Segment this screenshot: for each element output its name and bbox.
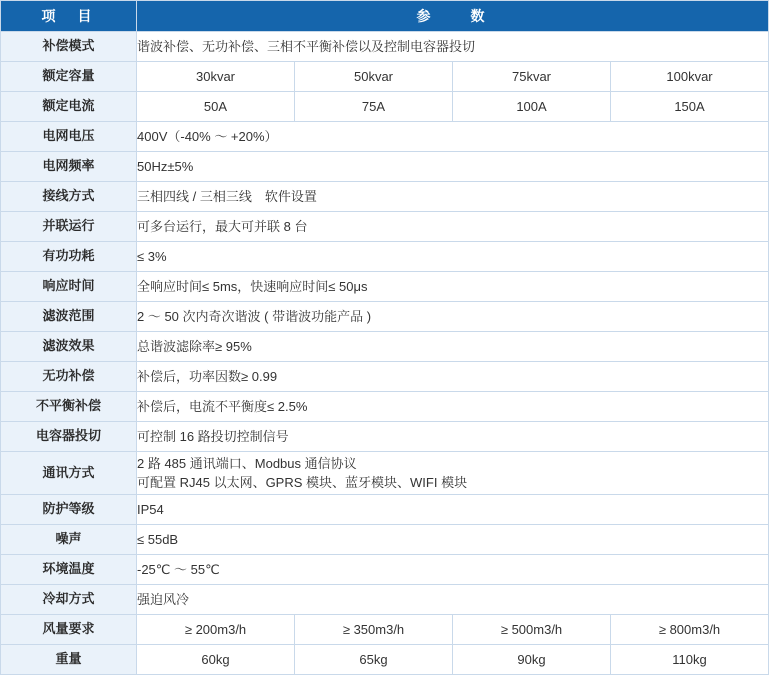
row-value: 50Hz±5% (137, 152, 769, 182)
table-row (1, 332, 769, 362)
row-value: 补偿后，电流不平衡度≤ 2.5% (137, 392, 769, 422)
row-label: 无功补偿 (1, 362, 137, 392)
row-label: 环境温度 (1, 555, 137, 585)
row-value: 谐波补偿、无功补偿、三相不平衡补偿以及控制电容器投切 (137, 32, 769, 62)
row-value-cell: 60kg (137, 645, 295, 675)
table-row (1, 452, 769, 495)
header-cell-item: 项 目 (1, 1, 137, 32)
table-row (1, 495, 769, 525)
row-label: 并联运行 (1, 212, 137, 242)
row-value-cell: 50A (137, 92, 295, 122)
row-value-cell: ≥ 200m3/h (137, 615, 295, 645)
row-label: 不平衡补偿 (1, 392, 137, 422)
row-value-cell: 150A (611, 92, 769, 122)
row-value: ≤ 55dB (137, 525, 769, 555)
row-label: 防护等级 (1, 495, 137, 525)
table-row (1, 555, 769, 585)
row-value: 总谐波滤除率≥ 95% (137, 332, 769, 362)
row-value-cell: 100kvar (611, 62, 769, 92)
table-row (1, 422, 769, 452)
row-value: 强迫风冷 (137, 585, 769, 615)
table-row (1, 362, 769, 392)
row-value-cell: 30kvar (137, 62, 295, 92)
row-value-cell: 75kvar (453, 62, 611, 92)
table-row (1, 32, 769, 62)
table-header (1, 1, 769, 32)
table-row (1, 272, 769, 302)
header-cell-parameter: 参 数 (137, 1, 769, 32)
table-row (1, 645, 769, 675)
row-value-cell: ≥ 350m3/h (295, 615, 453, 645)
row-value: 全响应时间≤ 5ms，快速响应时间≤ 50μs (137, 272, 769, 302)
row-label: 补偿模式 (1, 32, 137, 62)
table-row (1, 525, 769, 555)
row-value-cell: 100A (453, 92, 611, 122)
table-row (1, 585, 769, 615)
row-value: 2 ～ 50 次内奇次谐波 ( 带谐波功能产品 ) (137, 302, 769, 332)
row-label: 电网电压 (1, 122, 137, 152)
row-label: 重量 (1, 645, 137, 675)
row-label: 额定电流 (1, 92, 137, 122)
row-label: 风量要求 (1, 615, 137, 645)
row-value-cell: ≥ 500m3/h (453, 615, 611, 645)
row-value-cell: ≥ 800m3/h (611, 615, 769, 645)
header-row (1, 1, 769, 32)
row-value-line: 可配置 RJ45 以太网、GPRS 模块、蓝牙模块、WIFI 模块 (137, 475, 468, 490)
table-row (1, 212, 769, 242)
row-value: 可多台运行，最大可并联 8 台 (137, 212, 769, 242)
table-row (1, 182, 769, 212)
row-value-cell: 110kg (611, 645, 769, 675)
row-label: 滤波效果 (1, 332, 137, 362)
row-value: ≤ 3% (137, 242, 769, 272)
row-value: 三相四线 / 三相三线 软件设置 (137, 182, 769, 212)
row-value: -25℃ ～ 55℃ (137, 555, 769, 585)
row-label: 接线方式 (1, 182, 137, 212)
table-row (1, 392, 769, 422)
row-value-cell: 50kvar (295, 62, 453, 92)
row-label: 响应时间 (1, 272, 137, 302)
row-value: 400V（-40% ～ +20%） (137, 122, 769, 152)
table-row (1, 615, 769, 645)
row-value: IP54 (137, 495, 769, 525)
row-label: 有功功耗 (1, 242, 137, 272)
row-value-cell: 75A (295, 92, 453, 122)
row-value-cell: 90kg (453, 645, 611, 675)
row-label: 额定容量 (1, 62, 137, 92)
table-row (1, 302, 769, 332)
row-value-cell: 65kg (295, 645, 453, 675)
row-label: 通讯方式 (1, 452, 137, 495)
row-label: 电容器投切 (1, 422, 137, 452)
table-row (1, 92, 769, 122)
table-row (1, 152, 769, 182)
row-value-line: 2 路 485 通讯端口、Modbus 通信协议 (137, 455, 357, 471)
row-label: 滤波范围 (1, 302, 137, 332)
table-row (1, 242, 769, 272)
row-label: 噪声 (1, 525, 137, 555)
row-label: 冷却方式 (1, 585, 137, 615)
row-label: 电网频率 (1, 152, 137, 182)
table-body (1, 32, 769, 675)
row-value: 补偿后，功率因数≥ 0.99 (137, 362, 769, 392)
row-value: 可控制 16 路投切控制信号 (137, 422, 769, 452)
table-row (1, 122, 769, 152)
row-value (137, 452, 769, 495)
table-row (1, 62, 769, 92)
